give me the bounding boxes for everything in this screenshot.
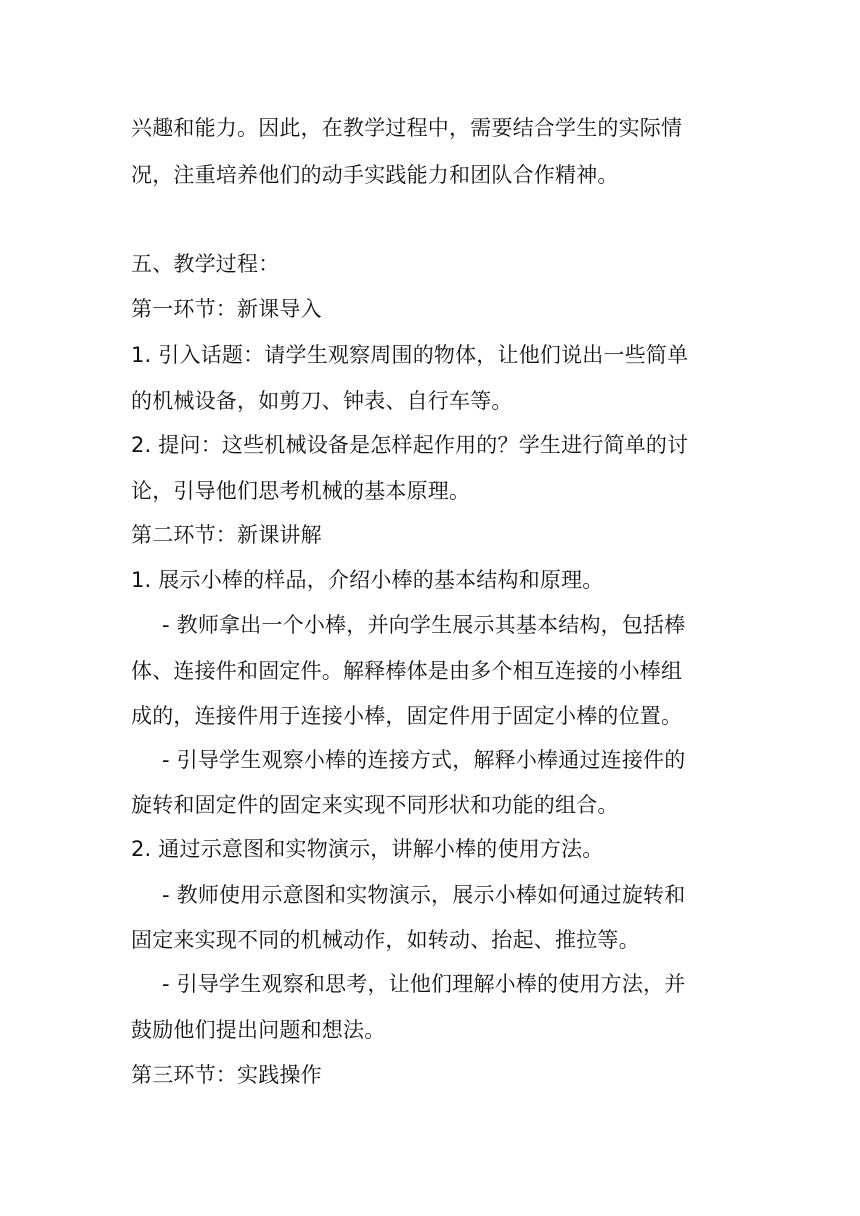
subsection-heading: 第一环节：新课导入 xyxy=(131,297,322,321)
list-item-continuation: 的机械设备，如剪刀、钟表、自行车等。 xyxy=(131,389,513,413)
list-item: 2. 通过示意图和实物演示，讲解小棒的使用方法。 xyxy=(131,837,604,861)
sub-bullet-continuation: 体、连接件和固定件。解释棒体是由多个相互连接的小棒组 xyxy=(131,659,683,683)
sub-bullet: - 引导学生观察和思考，让他们理解小棒的使用方法，并 xyxy=(162,972,686,996)
sub-bullet: - 教师拿出一个小棒，并向学生展示其基本结构，包括棒 xyxy=(162,613,686,637)
subsection-heading: 第三环节：实践操作 xyxy=(131,1063,322,1087)
list-item: 1. 展示小棒的样品，介绍小棒的基本结构和原理。 xyxy=(131,568,604,592)
sub-bullet-continuation: 成的，连接件用于连接小棒，固定件用于固定小棒的位置。 xyxy=(131,704,683,728)
list-item: 2. 提问：这些机械设备是怎样起作用的？学生进行简单的讨 xyxy=(131,433,689,457)
sub-bullet: - 教师使用示意图和实物演示，展示小棒如何通过旋转和 xyxy=(162,883,686,907)
sub-bullet-continuation: 固定来实现不同的机械动作，如转动、抬起、推拉等。 xyxy=(131,928,640,952)
paragraph-line: 兴趣和能力。因此，在教学过程中，需要结合学生的实际情 xyxy=(131,116,683,140)
list-item: 1. 引入话题：请学生观察周围的物体，让他们说出一些简单 xyxy=(131,343,689,367)
section-heading: 五、教学过程： xyxy=(131,252,280,276)
sub-bullet-continuation: 旋转和固定件的固定来实现不同形状和功能的组合。 xyxy=(131,793,619,817)
paragraph-line: 况，注重培养他们的动手实践能力和团队合作精神。 xyxy=(131,163,619,187)
sub-bullet-continuation: 鼓励他们提出问题和想法。 xyxy=(131,1018,386,1042)
list-item-continuation: 论，引导他们思考机械的基本原理。 xyxy=(131,479,471,503)
sub-bullet: - 引导学生观察小棒的连接方式，解释小棒通过连接件的 xyxy=(162,748,686,772)
subsection-heading: 第二环节：新课讲解 xyxy=(131,523,322,547)
